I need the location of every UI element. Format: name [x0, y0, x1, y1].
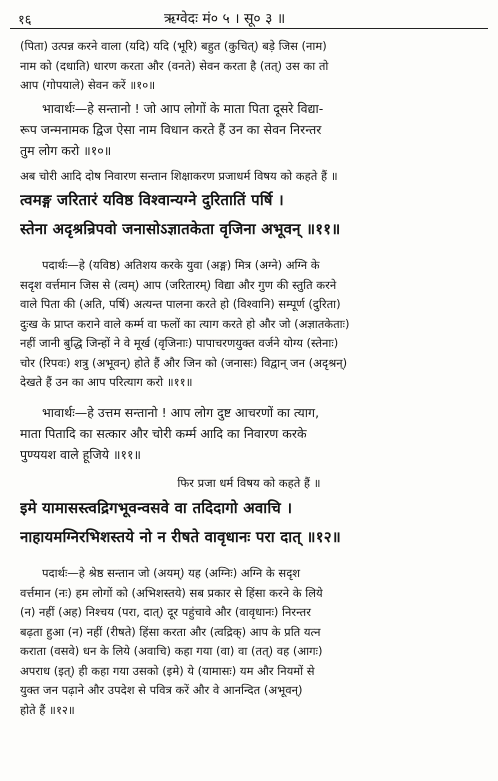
mantra-12: [20, 494, 478, 552]
text-line: फिर प्रजा धर्म विषय को कहते हैं ॥: [177, 476, 321, 490]
text-line: चोर (रिपवः) शत्रु (अभूवन्) होते हैं और जिन को (जनासः) विद्वान् जन (अदृश्रन्): [20, 355, 348, 370]
text-line: पुण्ययश वाले हूजिये ॥११॥: [20, 447, 141, 462]
text-line: वर्त्तमान (नः) हम लोगों को (अभिशस्तये) सब प्रकार से हिंसा करने के लिये: [20, 585, 323, 600]
text-line: युक्त जन पढ़ाने और उपदेश से पवित्र करें और वे आनन्दित (अभूवन्): [20, 683, 303, 697]
text-line: पदार्थः—हे (यविष्ठ) अतिशय करके युवा (अङ्ग) मित्र (अग्ने) अग्नि के: [42, 258, 320, 272]
padarth-12: [20, 564, 478, 720]
text-line: बढ़ता हुआ (न) नहीं (रीषते) हिंसा करता और (त्वद्रिक्) आप के प्रति यत्न: [20, 624, 321, 639]
text-line: माता पितादि का सत्कार और चोरी कर्म्म आदि का निवारण करके: [20, 426, 307, 441]
text-line: नहीं जानी बुद्धि जिन्हों ने वे मूर्ख (वृजिनाः) पापाचरणयुक्त वर्जने योग्य (स्तेनाः): [20, 336, 339, 350]
mantra-11: [20, 186, 478, 244]
header-rule: [10, 28, 488, 29]
mantra-line: इमे यामासस्त्वद्रिगभूवन्वसवे वा तदिदागो अवाचि ।: [20, 499, 293, 517]
text-line: दुःख के प्राप्त कराने वाले कर्म्म वा फलों का त्याग करते हो और जो (अज्ञातकेताः): [20, 316, 350, 331]
text-line: (न) नहीं (अह) निश्चय (परा, दात्) दूर पहुंचावे और (वावृधानः) निरन्तर: [20, 605, 311, 619]
bhavarth-10: [20, 98, 478, 161]
bhavarth-11: [20, 402, 478, 465]
paragraph-continued: [20, 37, 478, 96]
text-line: नाम को (दधाति) धारण करता और (वनते) सेवन करता है (तत्) उस का तो: [20, 58, 329, 73]
page-header: [14, 6, 484, 30]
text-line: रूप जन्मनामक द्विज ऐसा नाम विधान करते हैं उन का सेवन निरन्तर: [20, 122, 322, 137]
page-number: १६: [18, 13, 32, 28]
text-line: देखते हैं उन का आप परित्याग करो ॥११॥: [20, 375, 193, 389]
text-line: वाले पिता की (अति, पर्षि) अत्यन्त पालना करते हो (विश्वानि) सम्पूर्ण (दुरिता): [20, 297, 341, 311]
text-line: कराता (वसवे) धन के लिये (अवाचि) कहा गया (वा) वा (तत्) वह (आगः): [20, 644, 323, 658]
mantra-line: त्वमङ्ग जरितारं यविष्ठ विश्वान्यग्ने दुरितातिं पर्षि ।: [20, 191, 284, 209]
padarth-11: [20, 256, 478, 393]
topic-heading-2: [20, 474, 478, 494]
text-line: भावार्थः—हे उत्तम सन्तानो ! आप लोग दुष्ट आचरणों का त्याग,: [42, 405, 320, 420]
mantra-line: नाहायमग्निरभिशस्तये नो न रीषते वावृधानः परा दात् ॥१२॥: [20, 528, 341, 546]
topic-heading-1: [20, 167, 478, 187]
mantra-line: स्तेना अदृश्रन्रिपवो जनासोऽज्ञातकेता वृजिना अभूवन् ॥११॥: [20, 220, 341, 238]
text-line: अपराध (इत्) ही कहा गया उसको (इमे) ये (यामासः) यम और नियमों से: [20, 663, 315, 678]
text-line: (पिता) उत्पन्न करने वाला (यदि) यदि (भूरि) बहुत (कुचित्) बड़े जिस (नाम): [20, 39, 327, 53]
running-title: ऋग्वेदः मं० ५ । सू० ३ ॥: [164, 11, 286, 27]
text-line: तुम लोग करो ॥१०॥: [20, 143, 112, 158]
text-line: होते हैं ॥१२॥: [20, 702, 75, 717]
text-line: पदार्थः—हे श्रेष्ठ सन्तान जो (अयम्) यह (अग्निः) अग्नि के सदृश: [42, 566, 301, 580]
text-line: अब चोरी आदि दोष निवारण सन्तान शिक्षाकरण प्रजाधर्म विषय को कहते हैं ॥: [20, 169, 338, 183]
text-line: भावार्थः—हे सन्तानो ! जो आप लोगों के माता पिता दूसरे विद्या-: [42, 101, 324, 116]
text-line: आप (गोपयाले) सेवन करें ॥१०॥: [20, 78, 156, 92]
text-line: सदृश वर्त्तमान जिस से (त्वम्) आप (जरितारम्) विद्या और गुण की स्तुति करने: [20, 277, 337, 292]
